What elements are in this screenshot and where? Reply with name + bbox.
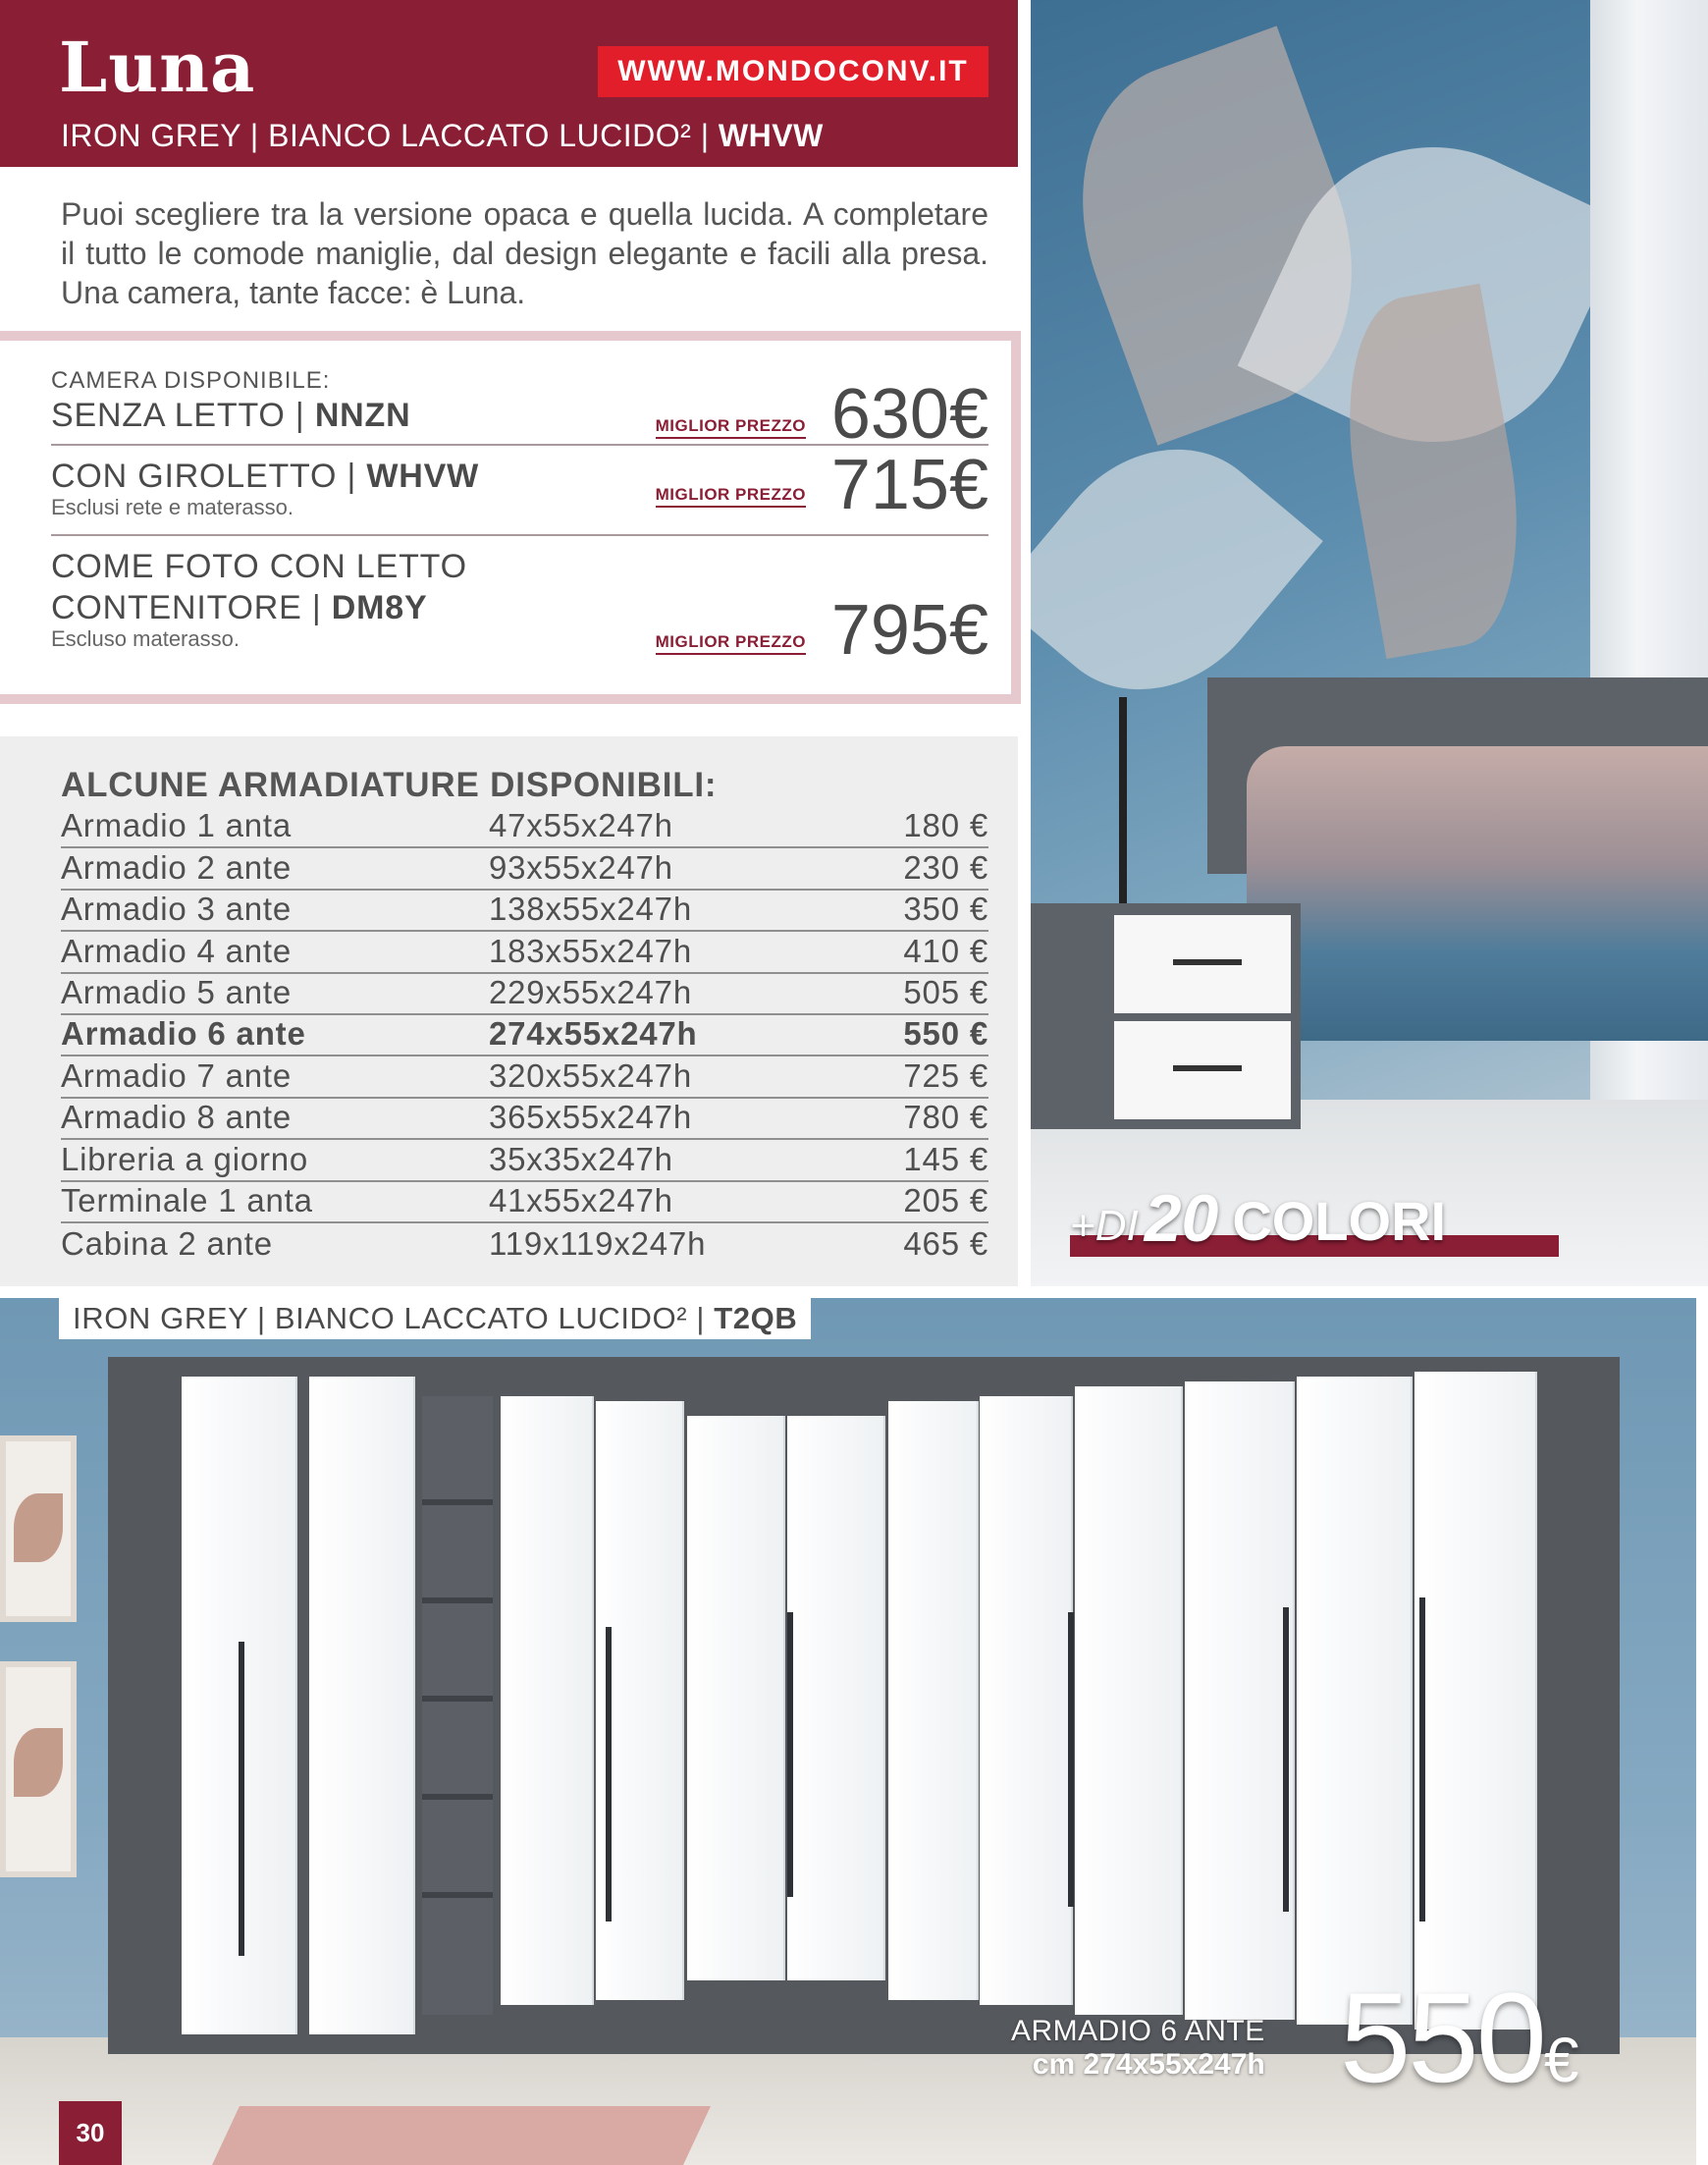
row-name: Armadio 8 ante <box>61 1099 292 1136</box>
table-row <box>61 807 988 848</box>
rug <box>212 2106 711 2165</box>
best-price-tag: MIGLIOR PREZZO <box>656 416 806 439</box>
wardrobe-door <box>888 1401 979 2000</box>
wall-picture <box>0 1661 77 1877</box>
row-size: 320x55x247h <box>489 1056 692 1094</box>
door-handle <box>1283 1607 1289 1912</box>
price-option-3 <box>51 536 988 674</box>
wardrobe-door <box>1414 1372 1537 2030</box>
leaf-art <box>14 1728 63 1797</box>
promo-dimensions: cm 274x55x247h <box>1032 2048 1265 2081</box>
table-row <box>61 848 988 890</box>
wardrobe-door <box>980 1396 1073 2005</box>
wardrobe-door <box>1297 1377 1413 2025</box>
available-label: CAMERA DISPONIBILE: <box>51 367 331 394</box>
page-number: 30 <box>59 2101 122 2165</box>
row-price: 350 € <box>903 891 988 928</box>
row-size: 274x55x247h <box>489 1015 698 1053</box>
row-price: 780 € <box>903 1099 988 1136</box>
best-price-tag: MIGLIOR PREZZO <box>656 485 806 508</box>
table-row <box>61 1223 988 1265</box>
drawer <box>1114 1021 1291 1119</box>
row-size: 229x55x247h <box>489 973 692 1010</box>
wall-picture <box>0 1435 77 1622</box>
drawer-handle <box>1173 959 1242 965</box>
row-size: 35x35x247h <box>489 1140 673 1177</box>
table-row <box>61 1182 988 1223</box>
row-price: 505 € <box>903 973 988 1010</box>
option-note: Esclusi rete e materasso. <box>51 495 294 519</box>
wardrobe-finish-subtitle <box>59 1298 811 1339</box>
wardrobe <box>108 1357 1620 2054</box>
row-name: Cabina 2 ante <box>61 1225 273 1263</box>
finish-text: IRON GREY | BIANCO LACCATO LUCIDO² | <box>73 1301 715 1335</box>
row-name: Armadio 7 ante <box>61 1056 292 1094</box>
door-handle <box>239 1642 244 1956</box>
table-rows <box>61 807 988 1265</box>
row-size: 183x55x247h <box>489 932 692 969</box>
option-price: 795€ <box>830 591 988 670</box>
table-row <box>61 1099 988 1140</box>
row-size: 41x55x247h <box>489 1181 673 1218</box>
option-text: CON GIROLETTO | <box>51 458 367 495</box>
row-size: 93x55x247h <box>489 848 673 886</box>
lamp <box>1119 697 1127 903</box>
finish-text: IRON GREY | BIANCO LACCATO LUCIDO² | <box>61 118 719 153</box>
row-price: 410 € <box>903 932 988 969</box>
row-price: 550 € <box>903 1015 988 1053</box>
table-title: ALCUNE ARMADIATURE DISPONIBILI: <box>61 766 718 804</box>
shelf <box>422 1794 493 1800</box>
table-row <box>61 974 988 1015</box>
table-row <box>61 891 988 932</box>
drawer <box>1114 915 1291 1013</box>
wardrobe-price-table <box>0 736 1018 1286</box>
website-link[interactable]: WWW.MONDOCONV.IT <box>598 46 988 97</box>
price-option-2 <box>51 446 988 536</box>
option-label-line1: COME FOTO CON LETTO <box>51 548 467 585</box>
promo-price-value: 550 <box>1340 1966 1544 2109</box>
drawer-handle <box>1173 1065 1242 1071</box>
door-handle <box>787 1612 793 1897</box>
row-price: 230 € <box>903 848 988 886</box>
option-text: SENZA LETTO | <box>51 397 315 434</box>
option-code: WHVW <box>366 458 479 495</box>
promo-caption <box>1011 2015 1265 2082</box>
option-price: 715€ <box>830 446 988 524</box>
curtain <box>1590 0 1708 1286</box>
wardrobe-door <box>596 1401 684 2000</box>
shelf <box>422 1892 493 1898</box>
promo-currency: € <box>1543 2025 1579 2095</box>
intro-paragraph: Puoi scegliere tra la versione opaca e quella lucida. A completare il tutto le comode maniglie, dal design elegante e facili alla presa. Una camera, tante facce: è Luna. <box>61 196 988 310</box>
row-price: 465 € <box>903 1225 988 1263</box>
promo-product: ARMADIO 6 ANTE <box>1011 2015 1265 2047</box>
row-size: 47x55x247h <box>489 807 673 844</box>
row-price: 145 € <box>903 1140 988 1177</box>
row-name: Terminale 1 anta <box>61 1181 313 1218</box>
promo-price <box>1340 1966 1579 2109</box>
colors-badge <box>1070 1178 1446 1257</box>
door-handle <box>1068 1612 1074 1907</box>
row-name: Armadio 6 ante <box>61 1015 306 1053</box>
door-handle <box>1419 1597 1425 1921</box>
row-name: Armadio 1 anta <box>61 807 292 844</box>
bedroom-price-box <box>0 331 1021 704</box>
option-code: NNZN <box>314 397 411 434</box>
row-name: Armadio 4 ante <box>61 932 292 969</box>
wardrobe-door <box>182 1377 297 2034</box>
row-name: Armadio 5 ante <box>61 973 292 1010</box>
row-size: 119x119x247h <box>489 1225 707 1263</box>
header-finish-subtitle <box>61 118 824 154</box>
shelf <box>422 1499 493 1505</box>
option-text: CONTENITORE | <box>51 589 332 626</box>
leaf-art <box>14 1493 63 1562</box>
row-price: 725 € <box>903 1056 988 1094</box>
table-row <box>61 1056 988 1098</box>
table-row-highlighted <box>61 1015 988 1056</box>
finish-code: WHVW <box>718 118 824 153</box>
collection-title: Luna <box>59 27 256 108</box>
wardrobe-door <box>1075 1386 1183 2015</box>
shelf <box>422 1597 493 1603</box>
shelf <box>422 1696 493 1702</box>
wardrobe-door <box>309 1377 415 2034</box>
price-option-1 <box>51 367 988 454</box>
wardrobe-door <box>787 1416 885 1980</box>
wardrobe-door <box>501 1396 594 2005</box>
row-name: Armadio 3 ante <box>61 891 292 928</box>
bedroom-photo <box>1031 0 1708 1286</box>
bed-duvet <box>1247 746 1708 1041</box>
nightstand <box>1031 903 1301 1129</box>
row-price: 205 € <box>903 1181 988 1218</box>
table-row <box>61 1140 988 1181</box>
option-price: 630€ <box>830 375 988 454</box>
row-size: 138x55x247h <box>489 891 692 928</box>
option-note: Escluso materasso. <box>51 626 240 651</box>
badge-prefix: +DI <box>1070 1202 1139 1250</box>
wardrobe-door <box>687 1416 785 1980</box>
badge-number: 20 <box>1144 1181 1219 1256</box>
door-handle <box>606 1627 612 1921</box>
option-code: DM8Y <box>331 589 428 626</box>
open-bookcase <box>422 1396 493 2015</box>
table-row <box>61 932 988 973</box>
best-price-tag: MIGLIOR PREZZO <box>656 632 806 655</box>
wardrobe-door <box>1185 1381 1295 2020</box>
row-name: Armadio 2 ante <box>61 848 292 886</box>
header-banner <box>0 0 1018 167</box>
row-price: 180 € <box>903 807 988 844</box>
badge-word: COLORI <box>1232 1190 1447 1252</box>
row-size: 365x55x247h <box>489 1099 692 1136</box>
finish-code: T2QB <box>714 1301 798 1335</box>
row-name: Libreria a giorno <box>61 1140 309 1177</box>
